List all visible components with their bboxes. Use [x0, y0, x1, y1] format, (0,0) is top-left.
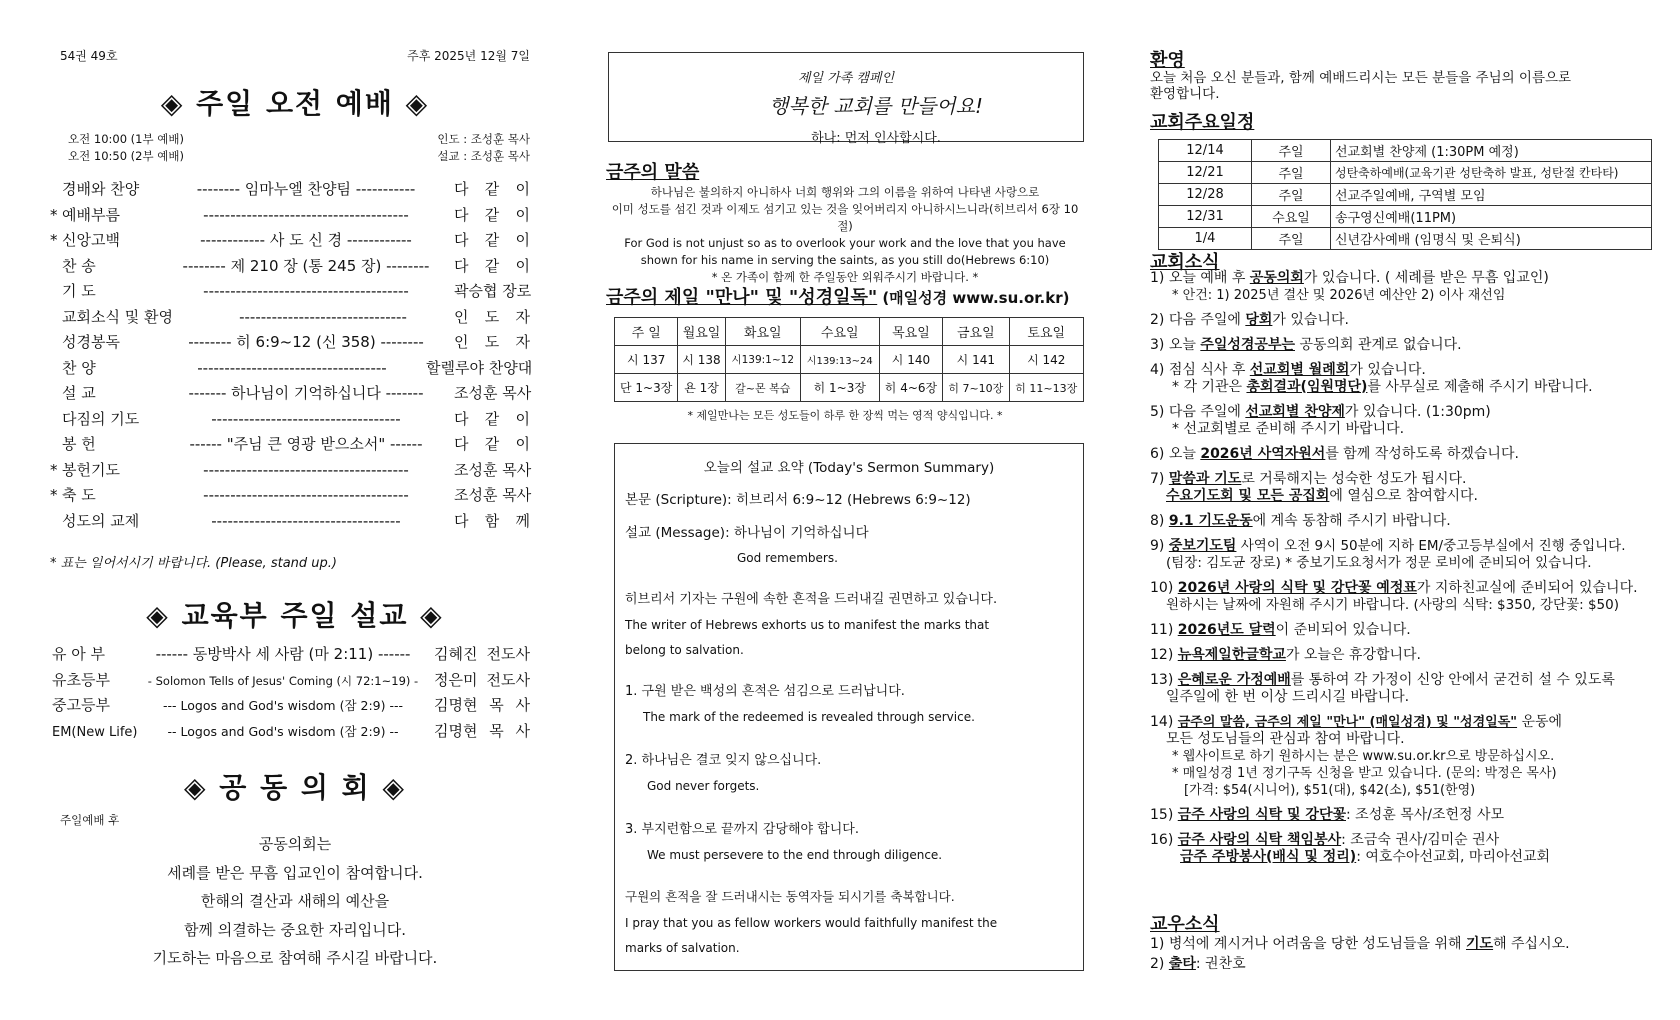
manna-bible-row: 단 1~3장 욘 1장 갈~몬 복습 히 1~3장 히 4~6장 히 7~10장 히 11~13장	[615, 374, 1084, 402]
sermon-heading: 오늘의 설교 요약 (Today's Sermon Summary)	[703, 460, 995, 476]
order-row: 성도의 교제 ----------------------------------- 다 함 께	[62, 511, 530, 530]
leader: 인도 : 조성훈 목사	[437, 132, 530, 146]
service-time-2: 오전 10:50 (2부 예배)	[68, 149, 184, 163]
order-row: 찬 송 -------- 제 210 장 (통 245 장) -------- 다 같 이	[62, 256, 530, 275]
order-of-worship	[50, 178, 533, 535]
manna-note: * 제일만나는 모든 성도들이 하루 한 장씩 먹는 영적 양식입니다. *	[687, 409, 1003, 422]
council-title: ◈ 공 동 의 회 ◈	[184, 771, 406, 804]
sermon-point-2-en: God never forgets.	[647, 779, 760, 793]
campaign-heading: 제일 가족 캠페인	[797, 71, 895, 86]
news-item: 11) 2026년도 달력이 준비되어 있습니다.	[1150, 622, 1411, 638]
order-row: 기 도 -------------------------------------- 곽승협 장로	[62, 282, 532, 300]
sermon-point-1-en: The mark of the redeemed is revealed through service.	[643, 710, 975, 724]
manna-day-row: 주 일 월요일 화요일 수요일 목요일 금요일 토요일	[615, 318, 1084, 346]
volume-number: 54권 49호	[60, 49, 118, 63]
members-title: 교우소식	[1150, 914, 1220, 935]
members-list	[1150, 934, 1570, 974]
verse-title: 금주의 말씀	[606, 162, 700, 183]
members-item: 2) 출타: 권찬호	[1150, 956, 1246, 972]
order-row: 교회소식 및 환영 ------------------------------- 인 도 자	[62, 307, 530, 326]
schedule-table	[1158, 139, 1652, 250]
education-row: EM(New Life) -- Logos and God's wisdom (잠 2:9) -- 김명현 목 사	[52, 721, 530, 740]
news-item: 13) 은혜로운 가정예배를 통하여 각 가정이 신앙 안에서 굳건히 설 수 있도록 일주일에 한 번 이상 드리시길 바랍니다.	[1150, 672, 1615, 705]
bulletin-date: 주후 2025년 12월 7일	[407, 49, 530, 63]
education-row: 중고등부 --- Logos and God's wisdom (잠 2:9) --- 김명현 목 사	[52, 696, 530, 714]
sermon-point-2: 2. 하나님은 결코 잊지 않으십니다.	[625, 753, 822, 768]
welcome-text: 오늘 처음 오신 분들과, 함께 예배드리시는 모든 분들을 주님의 이름으로 환영합니다.	[1150, 70, 1572, 102]
news-item: 14) 금주의 말씀, 금주의 제일 "만나" (매일성경) 및 "성경일독" 운동에 모든 성도님들의 관심과 참여 바랍니다. * 웹사이트로 하기 원하시는 분은 www.su.or.kr으로 방문하십시오. * 매일성경 1년 정기구독 신청을 받고 있습니다. (문의: 박정은 목사) [가격: $54(시니어), $51(대), $42(소), $51(한영)	[1150, 714, 1563, 798]
news-item: 3) 오늘 주일성경공부는 공동의회 관계로 없습니다.	[1150, 337, 1462, 353]
news-item: 8) 9.1 기도운동에 계속 동참해 주시기 바랍니다.	[1150, 513, 1451, 529]
news-item: 12) 뉴욕제일한글학교가 오늘은 휴강합니다.	[1150, 647, 1422, 663]
education-list	[52, 643, 530, 745]
council-timing: 주일예배 후	[60, 813, 120, 827]
news-item: 10) 2026년 사랑의 식탁 및 강단꽃 예정표가 지하친교실에 준비되어 있습니다. 원하시는 날짜에 자원해 주시기 바랍니다. (사랑의 식탁: $350, 강단꽃: $50)	[1150, 580, 1638, 613]
campaign-slogan: 행복한 교회를 만들어요!	[769, 94, 983, 118]
sermon-closing-ko: 구원의 흔적을 잘 드러내시는 동역자들 되시기를 축복합니다.	[625, 889, 955, 904]
sermon-closing-en: I pray that you as fellow workers would faithfully manifest the	[625, 916, 998, 930]
sermon-point-3-en: We must persevere to the end through diligence.	[647, 848, 943, 862]
manna-source: (매일성경 www.su.or.kr)	[882, 289, 1070, 307]
sermon-summary-box: 오늘의 설교 요약 (Today's Sermon Summary) 본문 (Scripture): 히브리서 6:9~12 (Hebrews 6:9~12) 설교 (Message): 하나님이 기억하십니다 God remembers. 히브리서 기자는 구원에 속한 흔적을 드러내길 권면하고 있습니다. The writer of Hebrews exhorts us to manifest the marks that belong to salvation. 1. 구원 받은 백성의 흔적은 섬김으로 드러납니다. The mark of the redeemed is revealed through service. 2. 하나님은 결코 잊지 않으십니다. God never forgets. 3. 부지런함으로 끝까지 감당해야 합니다. We must persevere to the end through diligence. 구원의 흔적을 잘 드러내시는 동역자들 되시기를 축복합니다. I pray that you as fellow workers would faithfully manifest the marks of salvation.	[614, 443, 1084, 971]
sermon-intro-en: The writer of Hebrews exhorts us to manifest the marks that	[625, 618, 990, 632]
news-item: 1) 오늘 예배 후 공동의회가 있습니다. ( 세례를 받은 무흠 입교인) * 안건: 1) 2025년 결산 및 2026년 예산안 2) 이사 재선임	[1150, 270, 1549, 303]
manna-title: 금주의 제일 "만나" 및 "성경일독"	[606, 287, 878, 308]
manna-table	[614, 317, 1084, 402]
campaign-point: 하나: 먼저 인사합시다.	[811, 131, 941, 146]
news-list	[1150, 270, 1662, 874]
preacher: 설교 : 조성훈 목사	[437, 149, 530, 163]
schedule-row: 12/14 주일 선교회별 찬양제 (1:30PM 예정)	[1159, 140, 1652, 162]
sermon-message: 설교 (Message): 하나님이 기억하십니다	[625, 525, 869, 541]
sermon-point-1: 1. 구원 받은 백성의 흔적은 섬김으로 드러납니다.	[625, 684, 905, 699]
education-row: 유초등부 - Solomon Tells of Jesus' Coming (시 72:1~19) - 정은미 전도사	[52, 670, 530, 689]
schedule-row: 12/28 주일 선교주일예배, 구역별 모임	[1159, 184, 1652, 206]
news-title: 교회소식	[1150, 252, 1220, 273]
campaign-box	[608, 52, 1084, 146]
news-item: 16) 금주 사랑의 식탁 책임봉사: 조금숙 권사/김미순 권사 금주 주방봉사(배식 및 정리): 여호수아선교회, 마리아선교회	[1150, 832, 1551, 865]
manna-heading	[606, 283, 1069, 309]
news-item: 5) 다음 주일에 선교회별 찬양제가 있습니다. (1:30pm) * 선교회별로 준비해 주시기 바랍니다.	[1150, 404, 1491, 437]
order-row: 다짐의 기도 ----------------------------------- 다 같 이	[62, 409, 530, 428]
schedule-row: 12/21 주일 성탄축하예배(교육기관 성탄축하 발표, 성탄절 칸타타)	[1159, 162, 1652, 184]
education-row: 유 아 부 ------ 동방박사 세 사람 (마 2:11) ------ 김혜진 전도사	[52, 645, 530, 663]
order-row: * 봉헌기도 -------------------------------------- 조성훈 목사	[50, 460, 532, 479]
members-item: 1) 병석에 계시거나 어려움을 당한 성도님들을 위해 기도해 주십시오.	[1150, 936, 1570, 952]
schedule-row: 12/31 수요일 송구영신예배(11PM)	[1159, 206, 1652, 228]
service-time-1: 오전 10:00 (1부 예배)	[68, 132, 184, 146]
verse-body: 하나님은 불의하지 아니하사 너희 행위와 그의 이름을 위하여 나타낸 사랑으로 이미 성도를 섬긴 것과 이제도 섬기고 있는 것을 잊어버리지 아니하시느니라(히브리서 6장 10절) For God is not unjust so as to overlook your work and the love that you have shown for his name in serving the saints, as you still do(Hebrews 6:10) * 온 가족이 함께 한 주일동안 외워주시기 바랍니다. *	[611, 185, 1079, 284]
education-title: ◈ 교육부 주일 설교 ◈	[146, 599, 444, 632]
sermon-intro-ko: 히브리서 기자는 구원에 속한 흔적을 드러내길 권면하고 있습니다.	[625, 592, 998, 607]
order-row: 찬 양 ----------------------------------- 할렐루야 찬양대	[62, 358, 533, 377]
news-item: 2) 다음 주일에 당회가 있습니다.	[1150, 312, 1349, 328]
schedule-title: 교회주요일정	[1150, 112, 1255, 133]
order-row: 성경봉독 -------- 히 6:9~12 (신 358) -------- 인 도 자	[62, 333, 530, 351]
news-item: 15) 금주 사랑의 식탁 및 강단꽃: 조성훈 목사/조헌정 사모	[1150, 807, 1505, 823]
welcome-title: 환영	[1150, 50, 1185, 71]
sermon-point-3: 3. 부지런함으로 끝까지 감당해야 합니다.	[625, 822, 859, 837]
order-row: 설 교 ------- 하나님이 기억하십니다 ------- 조성훈 목사	[62, 384, 532, 402]
news-item: 9) 중보기도팀 사역이 오전 9시 50분에 지하 EM/중고등부실에서 진행 중입니다. (팀장: 김도균 장로) * 중보기도요청서가 정문 로비에 준비되어 있습니다.	[1150, 538, 1626, 571]
council-body: 공동의회는 세례를 받은 무흠 입교인이 참여합니다. 한해의 결산과 새해의 예산을 함께 의결하는 중요한 자리입니다. 기도하는 마음으로 참여해 주시길 바랍니다.	[152, 835, 438, 967]
news-item: 4) 점심 식사 후 선교회별 월례회가 있습니다. * 각 기관은 총회결과(임원명단)를 사무실로 제출해 주시기 바랍니다.	[1150, 362, 1593, 395]
news-item: 6) 오늘 2026년 사역자원서를 함께 작성하도록 하겠습니다.	[1150, 446, 1519, 462]
schedule-row: 1/4 주일 신년감사예배 (임명식 및 은퇴식)	[1159, 228, 1652, 250]
order-row: 경배와 찬양 -------- 임마누엘 찬양팀 ----------- 다 같 이	[62, 180, 530, 198]
manna-reading-row: 시 137 시 138 시139:1~12 시139:13~24 시 140 시 141 시 142	[615, 346, 1084, 374]
sermon-scripture: 본문 (Scripture): 히브리서 6:9~12 (Hebrews 6:9~12)	[625, 492, 971, 508]
order-row: * 신앙고백 ------------ 사 도 신 경 ------------ 다 같 이	[50, 231, 530, 249]
order-row: 봉 헌 ------ "주님 큰 영광 받으소서" ------ 다 같 이	[62, 435, 530, 453]
order-row: * 축 도 -------------------------------------- 조성훈 목사	[50, 486, 532, 504]
worship-title: ◈ 주일 오전 예배 ◈	[160, 87, 430, 120]
order-row: * 예배부름 -------------------------------------- 다 같 이	[50, 205, 530, 224]
sermon-message-en: God remembers.	[737, 551, 838, 565]
standup-note: * 표는 일어서시기 바랍니다. (Please, stand up.)	[50, 556, 337, 571]
news-item: 7) 말씀과 기도로 거룩해지는 성숙한 성도가 됩시다. 수요기도회 및 모든 공집회에 열심으로 참여합시다.	[1150, 471, 1478, 504]
